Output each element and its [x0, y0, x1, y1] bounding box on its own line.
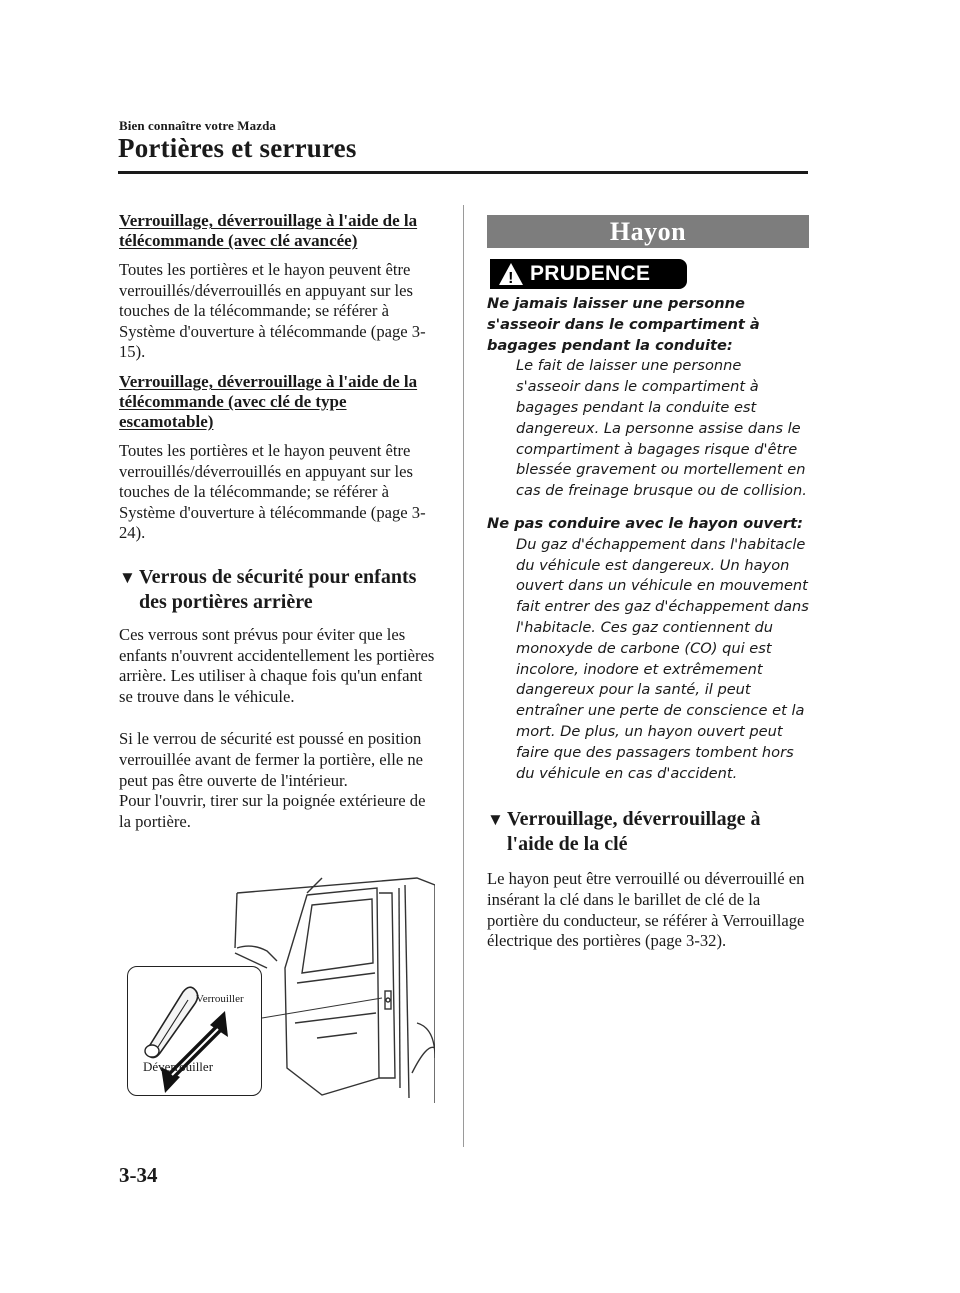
warning-triangle-icon: [496, 259, 526, 289]
section-heading-key-lock: [487, 807, 809, 857]
header-rule: [118, 171, 808, 174]
warning-title-passengers: Ne jamais laisser une personne s'asseoir dans le compartiment à bagages pendant la conduite:: [487, 295, 760, 354]
header-section-label: Bien connaître votre Mazda: [119, 118, 277, 133]
subheading-advanced-key: Verrouillage, déverrouillage à l'aide de la télécommande (avec clé avancée): [119, 211, 418, 250]
warning-block: [487, 294, 809, 784]
section-heading-child-locks: [119, 565, 437, 615]
paragraph-retractable-key: Toutes les portières et le hayon peuvent être verrouillés/déverrouillés en appuyant sur les touches de la télécommande; se référer à Système d'ouverture à télécommande (page 3-24).: [119, 440, 426, 543]
caution-badge: [490, 259, 687, 289]
warning-body-exhaust: Du gaz d'échappement dans l'habitacle du véhicule est dangereux. Un hayon ouvert dans un véhicule en mouvement fait entrer des gaz d'échappement dans l'habitacle. Ces gaz contiennent du monoxyde de carbone (CO) qui est incolore, inodore et extrêmement dangereux pour la santé, il peut entraîner une perte de conscience et la mort. De plus, un hayon ouvert peut faire que des passagers tombent hors du véhicule en cas d'accident.: [516, 535, 809, 782]
page-number: 3-34: [119, 1163, 158, 1187]
warning-body-passengers: Le fait de laisser une personne s'asseoir dans le compartiment à bagages pendant la conduite est dangereux. La personne assise dans le compartiment à bagages risque d'être blessée gravement ou mortellement en cas de freinage brusque ou de collision.: [516, 357, 807, 500]
subheading-retractable-key: Verrouillage, déverrouillage à l'aide de la télécommande (avec clé de type escamotable): [119, 371, 418, 431]
child-lock-figure: [117, 873, 435, 1103]
caution-label: PRUDENCE: [530, 262, 651, 285]
lock-detail-inset: [127, 966, 262, 1096]
svg-text:!: !: [508, 270, 514, 286]
lock-label: Verrouiller: [196, 993, 244, 1005]
warning-title-exhaust: Ne pas conduire avec le hayon ouvert:: [487, 514, 803, 532]
paragraph-child-locks-purpose: Ces verrous sont prévus pour éviter que les enfants n'ouvrent accidentellement les portières arrière. Les utiliser à chaque fois qu'un enfant se trouve dans le véhicule.: [119, 624, 435, 706]
page-title: Portières et serrures: [118, 133, 357, 163]
right-column: [487, 215, 809, 952]
triangle-bullet-icon: ▼: [487, 810, 504, 830]
child-lock-lever-icon: [128, 967, 263, 1097]
section-heading-text: Verrous de sécurité pour enfants des portières arrière: [139, 565, 417, 613]
paragraph-child-locks-open: Pour l'ouvrir, tirer sur la poignée extérieure de la portière.: [119, 791, 426, 831]
paragraph-key-lock: Le hayon peut être verrouillé ou déverrouillé en insérant la clé dans le barillet de clé de la portière du conducteur, se référer à Verrouillage électrique des portières (page 3-32).: [487, 869, 805, 951]
section-heading-text: Verrouillage, déverrouillage à l'aide de la clé: [507, 808, 761, 856]
section-banner-hayon: Hayon: [487, 215, 809, 248]
column-divider: [463, 205, 464, 1147]
paragraph-advanced-key: Toutes les portières et le hayon peuvent être verrouillés/déverrouillés en appuyant sur les touches de la télécommande; se référer à Système d'ouverture à télécommande (page 3-15).: [119, 260, 426, 362]
triangle-bullet-icon: ▼: [119, 567, 136, 587]
left-column: [119, 211, 437, 832]
paragraph-child-locks-lock: Si le verrou de sécurité est poussé en position verrouillée avant de fermer la portière, elle ne peut pas être ouverte de l'intérieur.: [119, 729, 424, 790]
unlock-label: Déverrouiller: [143, 1059, 214, 1074]
